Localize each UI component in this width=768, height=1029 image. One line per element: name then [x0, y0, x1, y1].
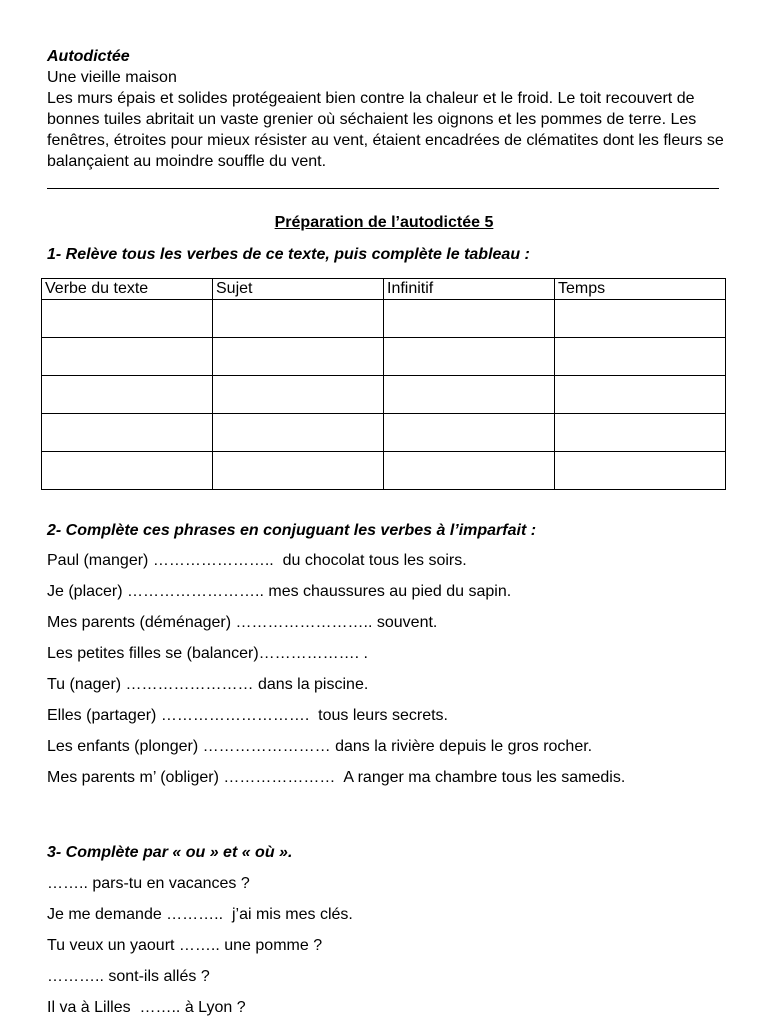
table-cell[interactable] — [42, 338, 213, 376]
exercise1-title: 1- Relève tous les verbes de ce texte, puis complète le tableau : — [47, 246, 530, 263]
table-header-row — [42, 279, 726, 300]
exercise3-sentence: ……….. sont-ils allés ? — [47, 968, 210, 985]
table-cell[interactable] — [384, 338, 555, 376]
table-cell[interactable] — [555, 414, 726, 452]
exercise3-sentence: Il va à Lilles …….. à Lyon ? — [47, 999, 246, 1016]
table-cell[interactable] — [555, 338, 726, 376]
table-cell[interactable] — [213, 452, 384, 490]
exercise3-title: 3- Complète par « ou » et « où ». — [47, 844, 293, 861]
exercise3-sentences — [47, 874, 737, 1029]
exercise2-sentence: Paul (manger) ………………….. du chocolat tous les soirs. — [47, 552, 467, 569]
table-cell[interactable] — [213, 414, 384, 452]
table-cell[interactable] — [384, 376, 555, 414]
exercise2-sentence: Mes parents (déménager) …………………….. souvent. — [47, 614, 438, 631]
exercise2-sentence: Les petites filles se (balancer)………………. . — [47, 645, 368, 662]
column-header-sujet: Sujet — [213, 279, 384, 300]
table-cell[interactable] — [555, 300, 726, 338]
table-row — [42, 300, 726, 338]
table-row — [42, 376, 726, 414]
table-cell[interactable] — [555, 452, 726, 490]
exercise2-sentence: Les enfants (plonger) …………………… dans la rivière depuis le gros rocher. — [47, 738, 593, 755]
table-cell[interactable] — [42, 414, 213, 452]
dictation-subtitle: Une vieille maison — [47, 69, 177, 86]
column-header-verbe: Verbe du texte — [42, 279, 213, 300]
separator-line — [47, 188, 719, 189]
table-cell[interactable] — [42, 452, 213, 490]
table-cell[interactable] — [42, 376, 213, 414]
exercise2-sentence: Elles (partager) ………………………. tous leurs secrets. — [47, 707, 448, 724]
table-cell[interactable] — [213, 338, 384, 376]
dictation-paragraph: Les murs épais et solides protégeaient bien contre la chaleur et le froid. Le toit recouvert de bonnes tuiles abritait un vaste grenier où séchaient les oignons et les pommes de terre. Les fenêtres, étroites pour mieux résister au vent, étaient encadrées de clématites dont les fleurs se balançaient au moindre souffle du vent. — [47, 90, 724, 170]
exercise2-sentence: Je (placer) …………………….. mes chaussures au pied du sapin. — [47, 583, 512, 600]
column-header-temps: Temps — [555, 279, 726, 300]
verbs-table — [41, 278, 726, 490]
section-title: Préparation de l’autodictée 5 — [274, 214, 494, 231]
exercise2-sentences — [47, 551, 737, 799]
table-cell[interactable] — [384, 452, 555, 490]
table-row — [42, 414, 726, 452]
column-header-infinitif: Infinitif — [384, 279, 555, 300]
table-cell[interactable] — [384, 300, 555, 338]
table-row — [42, 338, 726, 376]
table-cell[interactable] — [555, 376, 726, 414]
table-cell[interactable] — [384, 414, 555, 452]
exercise2-title: 2- Complète ces phrases en conjuguant les verbes à l’imparfait : — [47, 522, 537, 539]
exercise2-sentence: Mes parents m’ (obliger) ………………… A ranger ma chambre tous les samedis. — [47, 769, 626, 786]
table-cell[interactable] — [213, 300, 384, 338]
exercise2-sentence: Tu (nager) …………………… dans la piscine. — [47, 676, 369, 693]
dictation-title: Autodictée — [47, 48, 130, 65]
table-cell[interactable] — [42, 300, 213, 338]
table-row — [42, 452, 726, 490]
exercise3-sentence: Je me demande ……….. j’ai mis mes clés. — [47, 906, 353, 923]
exercise3-sentence: …….. pars-tu en vacances ? — [47, 875, 250, 892]
exercise3-sentence: Tu veux un yaourt …….. une pomme ? — [47, 937, 323, 954]
table-cell[interactable] — [213, 376, 384, 414]
